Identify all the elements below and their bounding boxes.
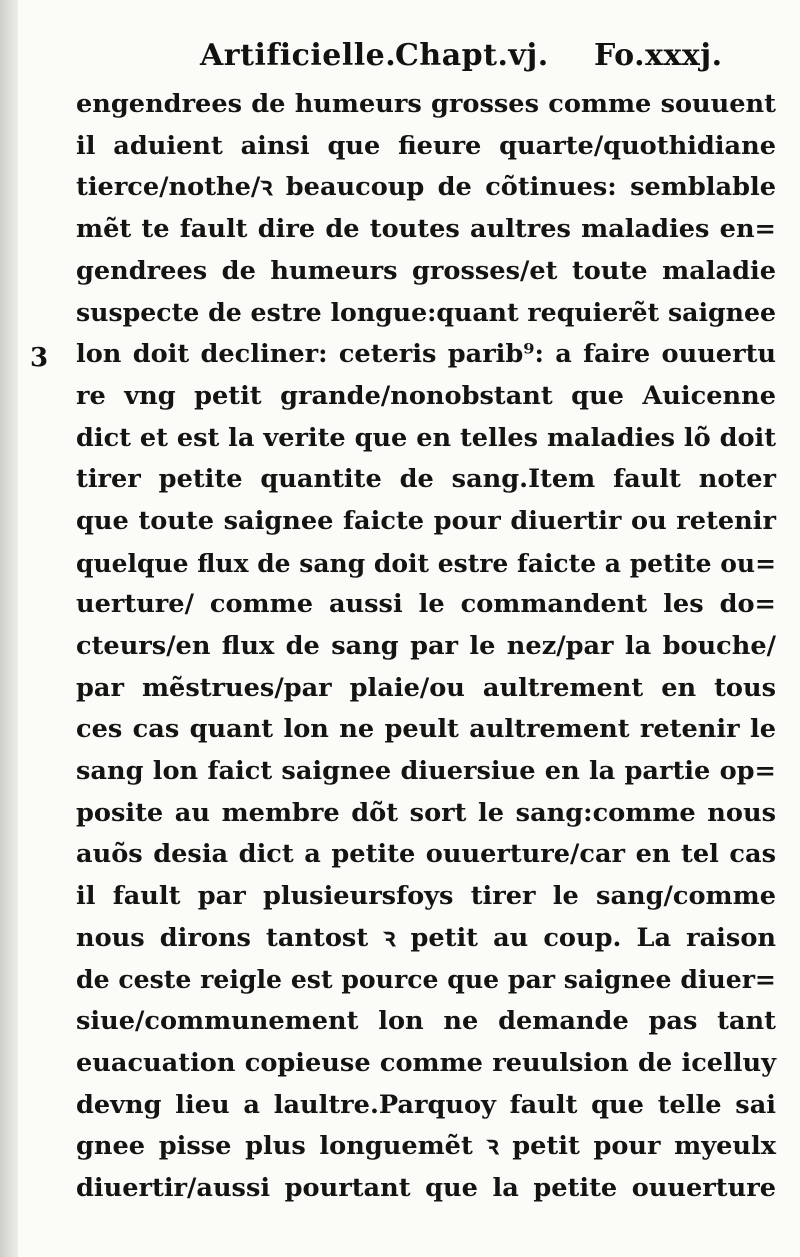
- margin-note: 3: [30, 343, 49, 373]
- text-line: que toute saignee faicte pour diuertir ou retenir: [76, 505, 776, 536]
- text-line: sang lon faict saignee diuersiue en la partie op=: [76, 756, 776, 786]
- text-line: auõs desia dict a petite ouuerture/car en tel cas: [76, 839, 776, 870]
- text-line: mẽt te fault dire de toutes aultres maladies en=: [76, 214, 776, 245]
- text-line: diuertir/aussi pourtant que la petite ouuerture: [76, 1172, 776, 1203]
- text-line: gendrees de humeurs grosses/et toute maladie: [76, 255, 776, 286]
- text-line: de ceste reigle est pource que par saignee diuer=: [76, 964, 776, 995]
- text-line: dict et est la verite que en telles maladies lõ doit: [76, 422, 776, 453]
- running-head-folio: Fo.xxxj.: [594, 38, 723, 73]
- text-line: re vng petit grande/nonobstant que Auicenne: [76, 380, 776, 411]
- page-gutter: [0, 0, 18, 1257]
- text-line: siue/communement lon ne demande pas tant: [76, 1006, 776, 1037]
- body-text: [76, 84, 776, 1210]
- text-line: tirer petite quantite de sang.Item fault noter: [76, 464, 776, 495]
- text-line: uerture/ comme aussi le commandent les do=: [76, 589, 776, 620]
- text-line: euacuation copieuse comme reuulsion de icelluy: [76, 1047, 776, 1078]
- text-line: lon doit decliner: ceteris parib⁹: a faire ouuertu: [76, 339, 776, 370]
- text-line: il fault par plusieursfoys tirer le sang/comme: [76, 881, 776, 912]
- text-line: cteurs/en flux de sang par le nez/par la bouche/: [76, 630, 776, 661]
- running-head: [0, 38, 800, 84]
- text-line: par mẽstrues/par plaie/ou aultrement en tous: [76, 672, 776, 703]
- running-head-chapter: Chapt.vj.: [395, 38, 549, 73]
- text-line: posite au membre dõt sort le sang:comme nous: [76, 797, 776, 828]
- text-line: engendrees de humeurs grosses comme souuent: [76, 89, 776, 119]
- text-line: gnee pisse plus longuemẽt ꝛ petit pour myeulx: [76, 1131, 776, 1162]
- text-line: tierce/nothe/ꝛ beaucoup de cõtinues: semblable: [76, 172, 776, 203]
- running-head-title: Artificielle.: [200, 38, 397, 73]
- text-line: devng lieu a laultre.Parquoy fault que telle sai: [76, 1089, 776, 1120]
- text-line: ces cas quant lon ne peult aultrement retenir le: [76, 714, 776, 745]
- text-line: nous dirons tantost ꝛ petit au coup. La raison: [76, 922, 776, 953]
- text-line: quelque flux de sang doit estre faicte a petite ou=: [76, 548, 776, 578]
- text-line: suspecte de estre longue:quant requierẽt saignee: [76, 297, 776, 328]
- text-line: il aduient ainsi que fieure quarte/quothidiane: [76, 130, 776, 161]
